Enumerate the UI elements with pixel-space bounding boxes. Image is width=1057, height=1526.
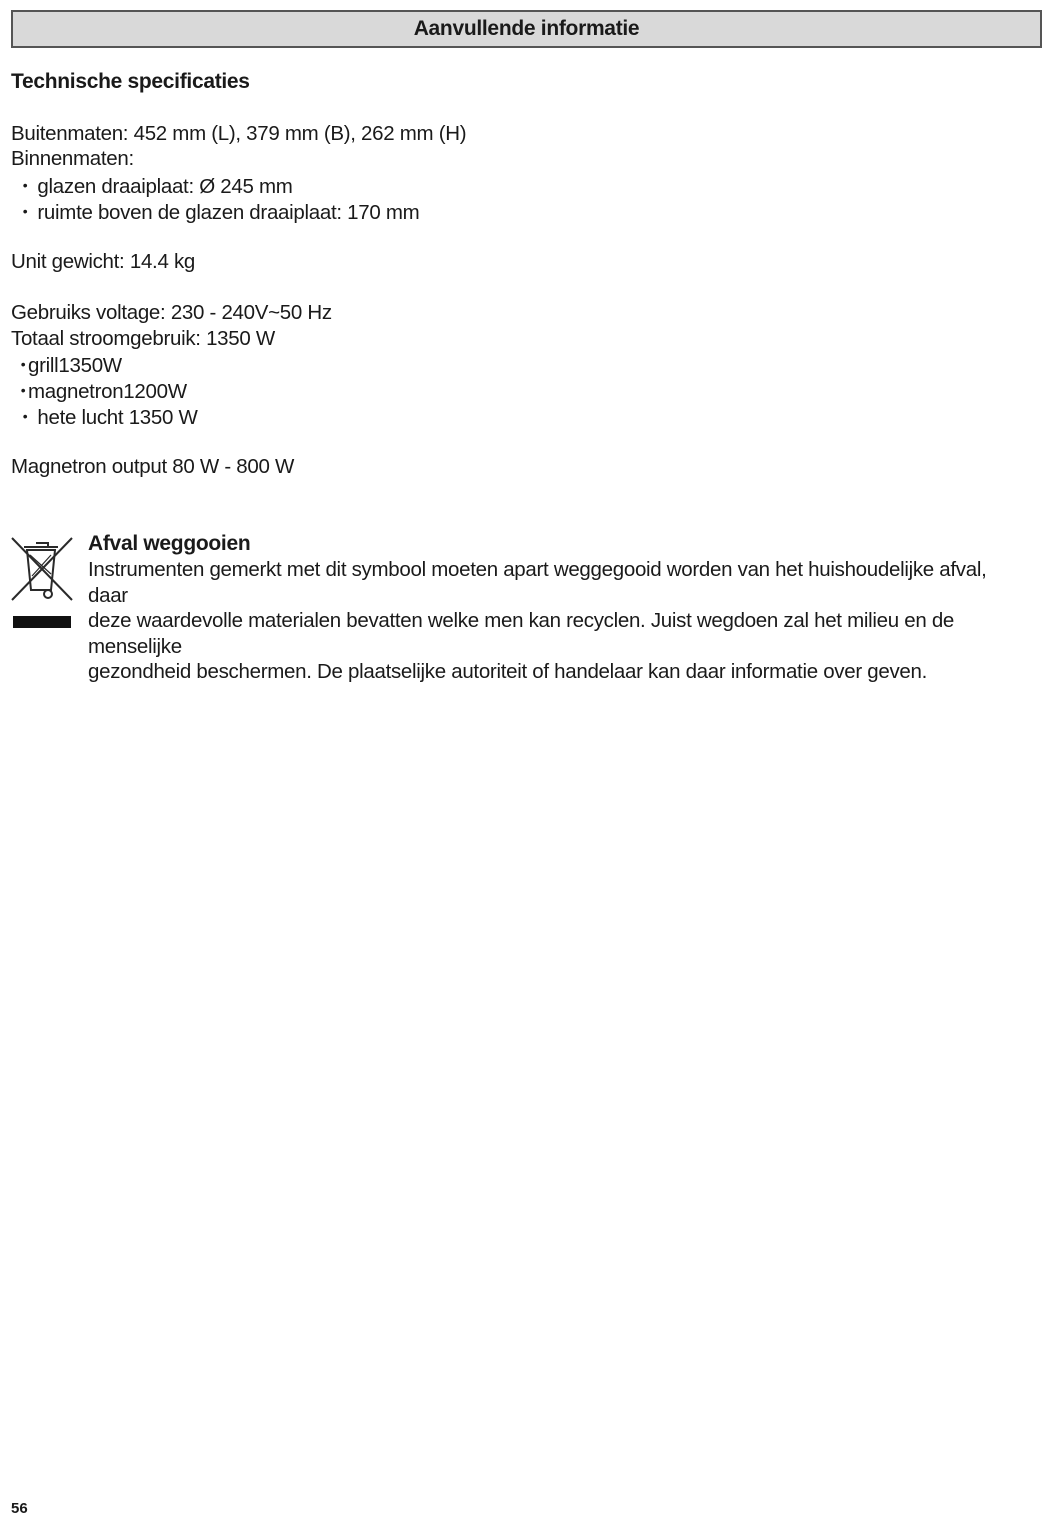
disposal-line: Instrumenten gemerkt met dit symbool moeten apart weggegooid worden van het huishoudelijke afval, daar — [88, 558, 987, 607]
specs-heading: Technische specificaties — [11, 70, 250, 93]
list-item-text: glazen draaiplaat: Ø 245 mm — [37, 175, 293, 198]
unit-weight: Unit gewicht: 14.4 kg — [11, 250, 195, 273]
list-item-text: grill1350W — [28, 354, 122, 377]
section-header — [11, 10, 1042, 48]
bullet-icon: • — [22, 203, 28, 219]
page-number: 56 — [11, 1500, 28, 1517]
section-title: Aanvullende informatie — [413, 17, 640, 40]
disposal-line: deze waardevolle materialen bevatten welke men kan recyclen. Juist wegdoen zal het milieu en de menselijke — [88, 609, 955, 658]
weee-crossed-bin-icon — [10, 534, 76, 634]
list-item — [18, 172, 293, 200]
list-item-text: ruimte boven de glazen draaiplaat: 170 mm — [37, 201, 420, 224]
operating-voltage: Gebruiks voltage: 230 - 240V~50 Hz — [11, 301, 332, 324]
bullet-icon: • — [20, 382, 26, 398]
list-item — [18, 198, 419, 226]
list-item-text: magnetron1200W — [28, 380, 187, 403]
disposal-line: gezondheid beschermen. De plaatselijke autoriteit of handelaar kan daar informatie over geven. — [88, 660, 928, 683]
bullet-icon: • — [22, 408, 28, 424]
list-item-text: hete lucht 1350 W — [37, 406, 198, 429]
disposal-text — [88, 557, 1028, 685]
list-item — [18, 403, 198, 431]
outer-dimensions: Buitenmaten: 452 mm (L), 379 mm (B), 262 mm (H) — [11, 122, 467, 145]
inner-dimensions-label: Binnenmaten: — [11, 147, 134, 170]
list-item — [18, 351, 122, 379]
disposal-section — [88, 531, 1028, 685]
bullet-icon: • — [20, 356, 26, 372]
magnetron-output: Magnetron output 80 W - 800 W — [11, 455, 295, 478]
total-power: Totaal stroomgebruik: 1350 W — [11, 327, 275, 350]
list-item — [18, 377, 187, 405]
bullet-icon: • — [22, 177, 28, 193]
disposal-title: Afval weggooien — [88, 532, 251, 555]
